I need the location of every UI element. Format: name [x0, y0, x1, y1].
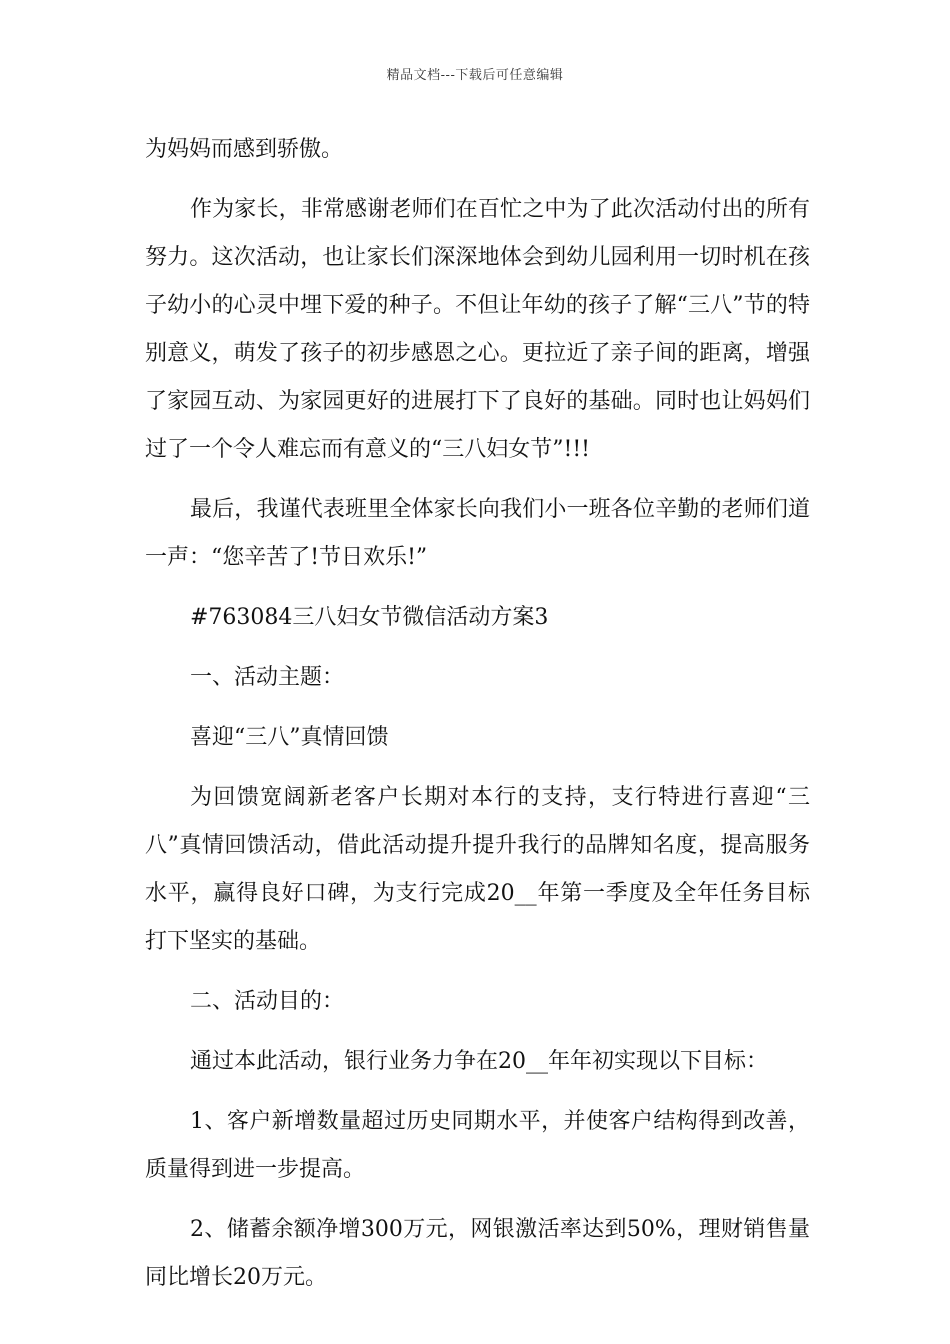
document-body — [145, 126, 810, 1314]
paragraph: 喜迎“三八”真情回馈 — [190, 725, 389, 750]
page-header: 精品文档---下载后可任意编辑 — [386, 68, 564, 83]
heading-activity-theme: 一、活动主题： — [190, 665, 345, 690]
section-title: #763084三八妇女节微信活动方案3 — [190, 605, 549, 630]
paragraph: 最后，我谨代表班里全体家长向我们小一班各位辛勤的老师们道一声：“您辛苦了!节日欢乐!” — [145, 497, 810, 570]
paragraph: 作为家长，非常感谢老师们在百忙之中为了此次活动付出的所有努力。这次活动，也让家长们深深地体会到幼儿园利用一切时机在孩子幼小的心灵中埋下爱的种子。不但让年幼的孩子了解“三八”节的特别意义，萌发了孩子的初步感恩之心。更拉近了亲子间的距离，增强了家园互动、为家园更好的进展打下了良好的基础。同时也让妈妈们过了一个令人难忘而有意义的“三八妇女节”!!! — [145, 197, 810, 462]
paragraph: 为妈妈而感到骄傲。 — [145, 137, 344, 162]
paragraph: 通过本此活动，银行业务力争在20__年年初实现以下目标： — [190, 1049, 768, 1074]
list-item: 2、储蓄余额净增300万元，网银激活率达到50%，理财销售量同比增长20万元。 — [145, 1217, 810, 1290]
paragraph: 为回馈宽阔新老客户长期对本行的支持，支行特进行喜迎“三八”真情回馈活动，借此活动提升提升我行的品牌知名度，提高服务水平，赢得良好口碑，为支行完成20__年第一季度及全年任务目标打下坚实的基础。 — [145, 785, 810, 954]
list-item: 1、客户新增数量超过历史同期水平，并使客户结构得到改善，质量得到进一步提高。 — [145, 1109, 810, 1182]
heading-activity-purpose: 二、活动目的： — [190, 989, 345, 1014]
